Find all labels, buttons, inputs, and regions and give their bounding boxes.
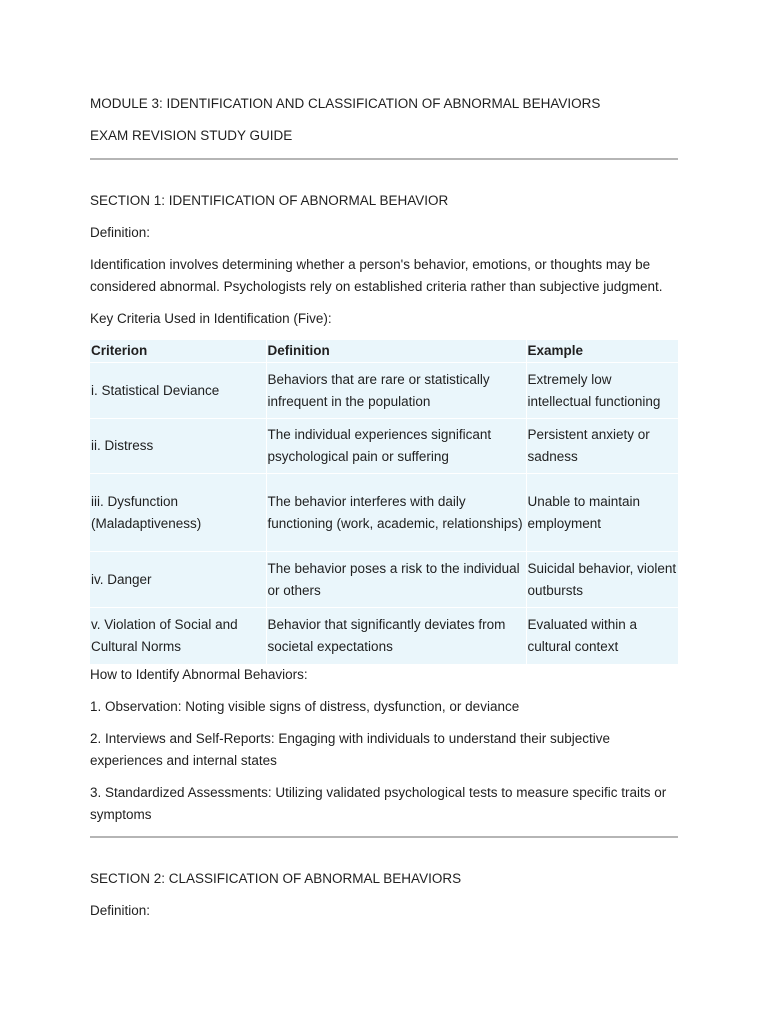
module-title: MODULE 3: IDENTIFICATION AND CLASSIFICATION OF ABNORMAL BEHAVIORS — [90, 96, 601, 111]
section2-definition-label: Definition: — [90, 902, 151, 918]
section1-heading: SECTION 1: IDENTIFICATION OF ABNORMAL BEHAVIOR — [90, 193, 449, 208]
table-row — [90, 608, 678, 664]
section2-heading: SECTION 2: CLASSIFICATION OF ABNORMAL BEHAVIORS — [90, 870, 462, 886]
example-cell: Suicidal behavior, violent outbursts — [526, 552, 678, 608]
section1-definition-label: Definition: — [90, 225, 151, 240]
criteria-label: Key Criteria Used in Identification (Five): — [90, 311, 332, 326]
criterion-cell: iii. Dysfunction (Maladaptiveness) — [90, 474, 266, 552]
criterion-cell: ii. Distress — [90, 419, 266, 474]
method-item: 2. Interviews and Self-Reports: Engaging with individuals to understand their subjective experiences and internal states — [90, 730, 611, 768]
table-row — [90, 552, 678, 608]
document-content — [90, 93, 678, 922]
table-row — [90, 474, 678, 552]
example-cell: Unable to maintain employment — [526, 474, 678, 552]
example-cell: Persistent anxiety or sadness — [526, 419, 678, 474]
criterion-cell: i. Statistical Deviance — [90, 363, 266, 419]
criterion-cell: v. Violation of Social and Cultural Norms — [90, 608, 266, 664]
criterion-cell: iv. Danger — [90, 552, 266, 608]
table-row — [90, 419, 678, 474]
example-cell: Extremely low intellectual functioning — [526, 363, 678, 419]
table-row — [90, 363, 678, 419]
definition-cell: Behavior that significantly deviates from societal expectations — [266, 608, 526, 664]
header-example: Example — [527, 343, 584, 358]
section1-definition-text: Identification involves determining whether a person's behavior, emotions, or thoughts may be considered abnormal. Psychologists rely on established criteria rather than subjective judgment. — [90, 257, 663, 294]
how-to-identify-label: How to Identify Abnormal Behaviors: — [90, 666, 308, 682]
horizontal-rule — [90, 158, 678, 160]
method-item: 3. Standardized Assessments: Utilizing validated psychological tests to measure specific traits or symptoms — [90, 784, 667, 822]
horizontal-rule — [90, 836, 678, 838]
table-header-row — [90, 340, 678, 363]
definition-cell: The behavior poses a risk to the individual or others — [266, 552, 526, 608]
header-definition: Definition — [266, 340, 526, 363]
definition-cell: The behavior interferes with daily functioning (work, academic, relationships) — [266, 474, 526, 552]
criteria-table — [90, 340, 678, 664]
guide-subtitle: EXAM REVISION STUDY GUIDE — [90, 128, 293, 143]
example-cell: Evaluated within a cultural context — [526, 608, 678, 664]
definition-cell: The individual experiences significant psychological pain or suffering — [266, 419, 526, 474]
definition-cell: Behaviors that are rare or statistically infrequent in the population — [266, 363, 526, 419]
header-criterion: Criterion — [90, 340, 266, 363]
method-item: 1. Observation: Noting visible signs of distress, dysfunction, or deviance — [90, 698, 520, 714]
